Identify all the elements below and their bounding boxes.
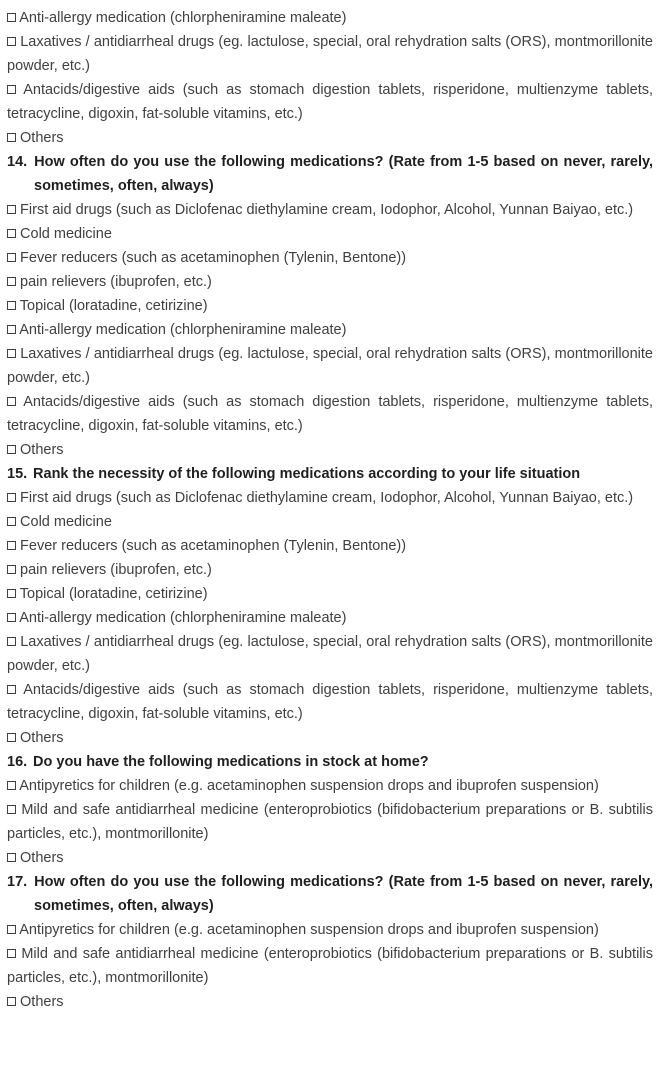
checkbox-item-label: Topical (loratadine, cetirizine) xyxy=(19,586,208,602)
checkbox-unchecked-icon[interactable] xyxy=(7,805,16,814)
checkbox-unchecked-icon[interactable] xyxy=(7,517,16,526)
checkbox-item-label: Anti-allergy medication (chlorpheniramine maleate) xyxy=(19,10,347,26)
checkbox-item xyxy=(7,534,653,558)
checkbox-item xyxy=(7,390,653,438)
checkbox-unchecked-icon[interactable] xyxy=(7,133,16,142)
checkbox-unchecked-icon[interactable] xyxy=(7,37,16,46)
checkbox-item-label: Antacids/digestive aids (such as stomach digestion tablets, risperidone, multienzyme tablets, tetracycline, digoxin, fat-soluble vitamins, etc.) xyxy=(7,82,653,122)
question-number: 15. xyxy=(7,466,28,482)
checkbox-item-label: Laxatives / antidiarrheal drugs (eg. lactulose, special, oral rehydration salts (ORS), montmorillonite powder, etc.) xyxy=(7,34,653,74)
checkbox-item xyxy=(7,6,653,30)
checkbox-item xyxy=(7,126,653,150)
checkbox-unchecked-icon[interactable] xyxy=(7,229,16,238)
checkbox-item-label: Antipyretics for children (e.g. acetaminophen suspension drops and ibuprofen suspension) xyxy=(19,922,599,938)
question-16-section xyxy=(7,750,653,870)
checkbox-item xyxy=(7,606,653,630)
checkbox-item xyxy=(7,486,653,510)
checkbox-unchecked-icon[interactable] xyxy=(7,733,16,742)
question-heading xyxy=(7,462,653,486)
checkbox-item-label: Antacids/digestive aids (such as stomach digestion tablets, risperidone, multienzyme tablets, tetracycline, digoxin, fat-soluble vitamins, etc.) xyxy=(7,682,653,722)
question-title: How often do you use the following medications? (Rate from 1-5 based on never, rarely, sometimes, often, always) xyxy=(34,874,653,914)
checkbox-item xyxy=(7,558,653,582)
checkbox-unchecked-icon[interactable] xyxy=(7,493,16,502)
checkbox-unchecked-icon[interactable] xyxy=(7,781,16,790)
checkbox-item-label: pain relievers (ibuprofen, etc.) xyxy=(20,274,212,290)
checkbox-item xyxy=(7,942,653,990)
checkbox-item-label: Fever reducers (such as acetaminophen (Tylenin, Bentone)) xyxy=(20,538,407,554)
checkbox-item-label: Others xyxy=(20,442,64,458)
checkbox-item xyxy=(7,582,653,606)
checkbox-item xyxy=(7,846,653,870)
checkbox-item xyxy=(7,246,653,270)
checkbox-unchecked-icon[interactable] xyxy=(7,301,16,310)
checkbox-unchecked-icon[interactable] xyxy=(7,325,16,334)
checkbox-item-label: Fever reducers (such as acetaminophen (Tylenin, Bentone)) xyxy=(20,250,407,266)
checkbox-item xyxy=(7,78,653,126)
checkbox-item-label: Topical (loratadine, cetirizine) xyxy=(19,298,208,314)
checkbox-item xyxy=(7,294,653,318)
checkbox-unchecked-icon[interactable] xyxy=(7,949,16,958)
question-number: 14. xyxy=(7,154,28,170)
checkbox-unchecked-icon[interactable] xyxy=(7,397,16,406)
checkbox-unchecked-icon[interactable] xyxy=(7,565,16,574)
checkbox-item-label: Antipyretics for children (e.g. acetaminophen suspension drops and ibuprofen suspension) xyxy=(19,778,599,794)
checkbox-item xyxy=(7,990,653,1014)
checkbox-item-label: First aid drugs (such as Diclofenac diethylamine cream, Iodophor, Alcohol, Yunnan Baiyao, etc.) xyxy=(20,490,634,506)
checkbox-unchecked-icon[interactable] xyxy=(7,277,16,286)
checkbox-item-label: Laxatives / antidiarrheal drugs (eg. lactulose, special, oral rehydration salts (ORS), montmorillonite powder, etc.) xyxy=(7,346,653,386)
checkbox-item xyxy=(7,318,653,342)
checkbox-item-label: Others xyxy=(20,730,64,746)
checkbox-unchecked-icon[interactable] xyxy=(7,589,16,598)
checkbox-unchecked-icon[interactable] xyxy=(7,13,16,22)
checkbox-item xyxy=(7,270,653,294)
checkbox-unchecked-icon[interactable] xyxy=(7,613,16,622)
checkbox-item-label: Others xyxy=(20,130,64,146)
checkbox-item xyxy=(7,198,653,222)
checkbox-unchecked-icon[interactable] xyxy=(7,445,16,454)
checkbox-item-label: Anti-allergy medication (chlorpheniramine maleate) xyxy=(19,610,347,626)
question-title: Rank the necessity of the following medications according to your life situation xyxy=(33,466,581,482)
checkbox-unchecked-icon[interactable] xyxy=(7,997,16,1006)
checkbox-item xyxy=(7,438,653,462)
checkbox-unchecked-icon[interactable] xyxy=(7,541,16,550)
question-17-section xyxy=(7,870,653,1014)
checkbox-unchecked-icon[interactable] xyxy=(7,253,16,262)
checkbox-unchecked-icon[interactable] xyxy=(7,685,16,694)
checkbox-unchecked-icon[interactable] xyxy=(7,85,16,94)
intro-checklist-section xyxy=(7,6,653,150)
checkbox-unchecked-icon[interactable] xyxy=(7,853,16,862)
question-heading xyxy=(7,150,653,198)
checkbox-item-label: Mild and safe antidiarrheal medicine (enteroprobiotics (bifidobacterium preparations or B. subtilis particles, etc.), montmorillonite) xyxy=(7,802,654,842)
checkbox-item-label: Antacids/digestive aids (such as stomach digestion tablets, risperidone, multienzyme tablets, tetracycline, digoxin, fat-soluble vitamins, etc.) xyxy=(7,394,653,434)
checkbox-unchecked-icon[interactable] xyxy=(7,637,16,646)
question-heading xyxy=(7,750,653,774)
checkbox-item xyxy=(7,342,653,390)
checkbox-item xyxy=(7,678,653,726)
question-title: How often do you use the following medications? (Rate from 1-5 based on never, rarely, sometimes, often, always) xyxy=(34,154,653,194)
checkbox-item xyxy=(7,630,653,678)
checkbox-item-label: Others xyxy=(20,994,64,1010)
checkbox-item xyxy=(7,774,653,798)
question-14-section xyxy=(7,150,653,462)
question-number: 16. xyxy=(7,754,28,770)
question-15-section xyxy=(7,462,653,750)
checkbox-item xyxy=(7,798,653,846)
checkbox-item xyxy=(7,510,653,534)
question-title: Do you have the following medications in stock at home? xyxy=(33,754,429,770)
checkbox-item xyxy=(7,918,653,942)
checkbox-item-label: Mild and safe antidiarrheal medicine (enteroprobiotics (bifidobacterium preparations or B. subtilis particles, etc.), montmorillonite) xyxy=(7,946,654,986)
checkbox-item xyxy=(7,726,653,750)
checkbox-item xyxy=(7,30,653,78)
checkbox-item-label: Laxatives / antidiarrheal drugs (eg. lactulose, special, oral rehydration salts (ORS), montmorillonite powder, etc.) xyxy=(7,634,653,674)
checkbox-item xyxy=(7,222,653,246)
checkbox-unchecked-icon[interactable] xyxy=(7,205,16,214)
checkbox-item-label: First aid drugs (such as Diclofenac diethylamine cream, Iodophor, Alcohol, Yunnan Baiyao, etc.) xyxy=(20,202,634,218)
checkbox-unchecked-icon[interactable] xyxy=(7,925,16,934)
question-number: 17. xyxy=(7,874,28,890)
checkbox-item-label: Anti-allergy medication (chlorpheniramine maleate) xyxy=(19,322,347,338)
checkbox-item-label: pain relievers (ibuprofen, etc.) xyxy=(20,562,212,578)
checkbox-item-label: Others xyxy=(20,850,64,866)
checkbox-item-label: Cold medicine xyxy=(20,226,112,242)
checkbox-item-label: Cold medicine xyxy=(20,514,112,530)
question-heading xyxy=(7,870,653,918)
checkbox-unchecked-icon[interactable] xyxy=(7,349,16,358)
